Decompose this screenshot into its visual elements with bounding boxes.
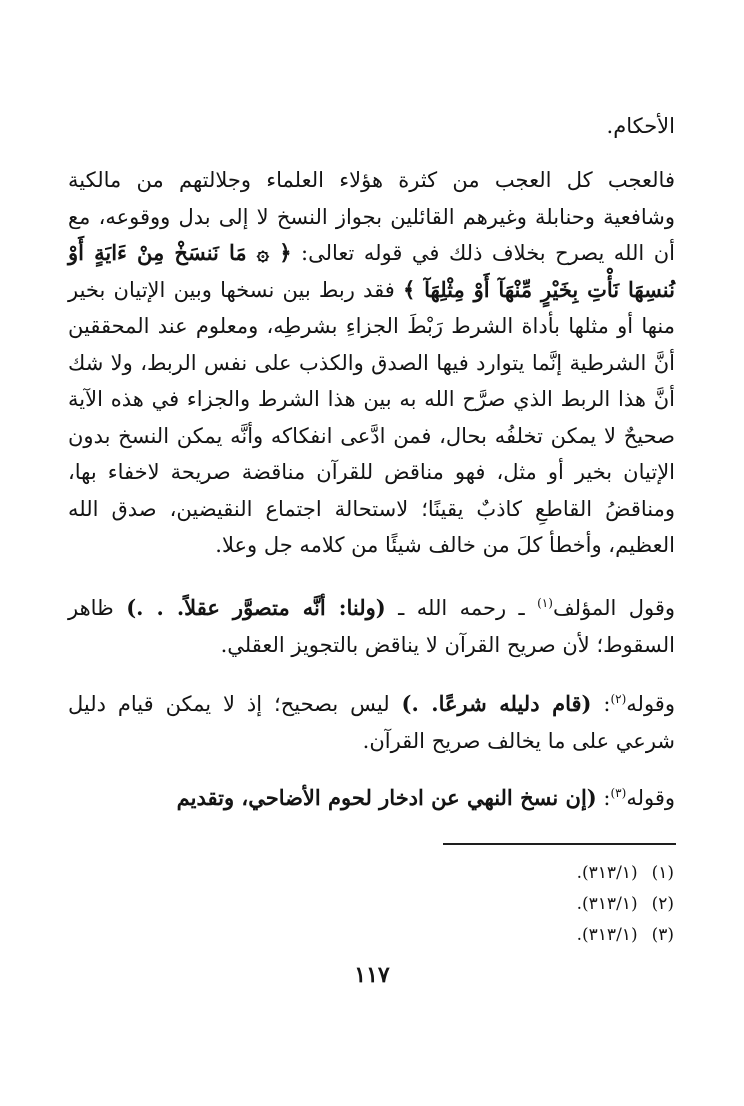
quote2-rest: ليس بصحيح؛ إذ لا يمكن قيام دليل شرعي على ما يخالف صريح القرآن. — [68, 692, 675, 753]
paragraph-quote-3 — [68, 780, 675, 817]
footnote-number: (٣) — [651, 925, 674, 945]
footnote-1 — [420, 858, 674, 889]
paragraph-continuation — [68, 108, 675, 145]
author-quoted-text: (ولنا: أنَّه متصوَّر عقلاً. . .) — [126, 595, 386, 620]
author-lead: وقول المؤلف — [552, 596, 676, 620]
paragraph-author-quote — [68, 590, 675, 663]
quote3-quoted-text: (إن نسخ النهي عن ادخار لحوم الأضاحي، وتقديم — [176, 785, 597, 810]
main-text-part-1: فالعجب كل العجب من كثرة هؤلاء العلماء وجلالتهم من مالكية وشافعية وحنابلة وغيرهم القائلين بجواز النسخ لا إلى بدل ووقوعه، مع أن الله يصرح بخلاف ذلك في قوله تعالى: — [68, 168, 675, 265]
quote2-colon: : — [591, 692, 611, 716]
paragraph-main-argument — [68, 162, 675, 564]
footnotes — [420, 858, 674, 951]
quote2-quoted-text: (قام دليله شرعًا. .) — [401, 691, 592, 716]
quote3-lead: وقوله — [626, 786, 675, 810]
footnote-2 — [420, 889, 674, 920]
footnote-ref-2: (٢) — [610, 692, 627, 706]
author-mid: ـ رحمه الله ـ — [385, 596, 538, 620]
footnote-separator — [443, 843, 676, 845]
main-text-part-2: فقد ربط بين نسخها وبين الإتيان بخير منها أو مثلها بأداة الشرط رَبْطَ الجزاءِ بشرطِه، ومعلوم عند المحققين أنَّ الشرطية إنَّما يتوارد فيها الصدق والكذب على نفس الربط، ولا شك أنَّ هذا الربط الذي صرَّح الله به بين هذا الشرط والجزاء في هذه الآية صحيحٌ لا يمكن تخلفُه بحال، فمن ادَّعى انفكاكه وأنَّه يمكن النسخ بدون الإتيان بخير أو مثل، فهو مناقض للقرآن مناقضة صريحة لاخفاء بها، ومناقضُ القاطعِ كاذبٌ يقينًا؛ لاستحالة اجتماع النقيضين، صدق الله العظيم، وأخطأ كلَ من خالف شيئًا من كلامه جل وعلا. — [68, 277, 675, 557]
paragraph-quote-2 — [68, 686, 675, 759]
quote2-lead: وقوله — [626, 692, 675, 716]
footnote-text: (٣١٣/١). — [576, 863, 638, 883]
footnote-ref-1: (١) — [537, 596, 553, 610]
page-number: ١١٧ — [354, 962, 390, 988]
footnote-text: (٣١٣/١). — [576, 925, 638, 945]
footnote-text: (٣١٣/١). — [576, 894, 638, 914]
quran-verse: ﴿ ۞ مَا نَنسَخْ مِنْ ءَايَةٍ أَوْ نُنسِهَا نَأْتِ بِخَيْرٍ مِّنْهَآ أَوْ مِثْلِهَآ ﴾ — [68, 240, 675, 302]
footnote-ref-3: (٣) — [610, 786, 627, 800]
quote3-colon: : — [596, 786, 611, 810]
author-rest: ظاهر السقوط؛ لأن صريح القرآن لا يناقض بالتجويز العقلي. — [68, 596, 675, 657]
footnote-number: (٢) — [651, 894, 674, 914]
footnote-3 — [420, 920, 674, 951]
previous-paragraph-end: الأحكام. — [606, 114, 675, 138]
footnote-number: (١) — [651, 863, 674, 883]
